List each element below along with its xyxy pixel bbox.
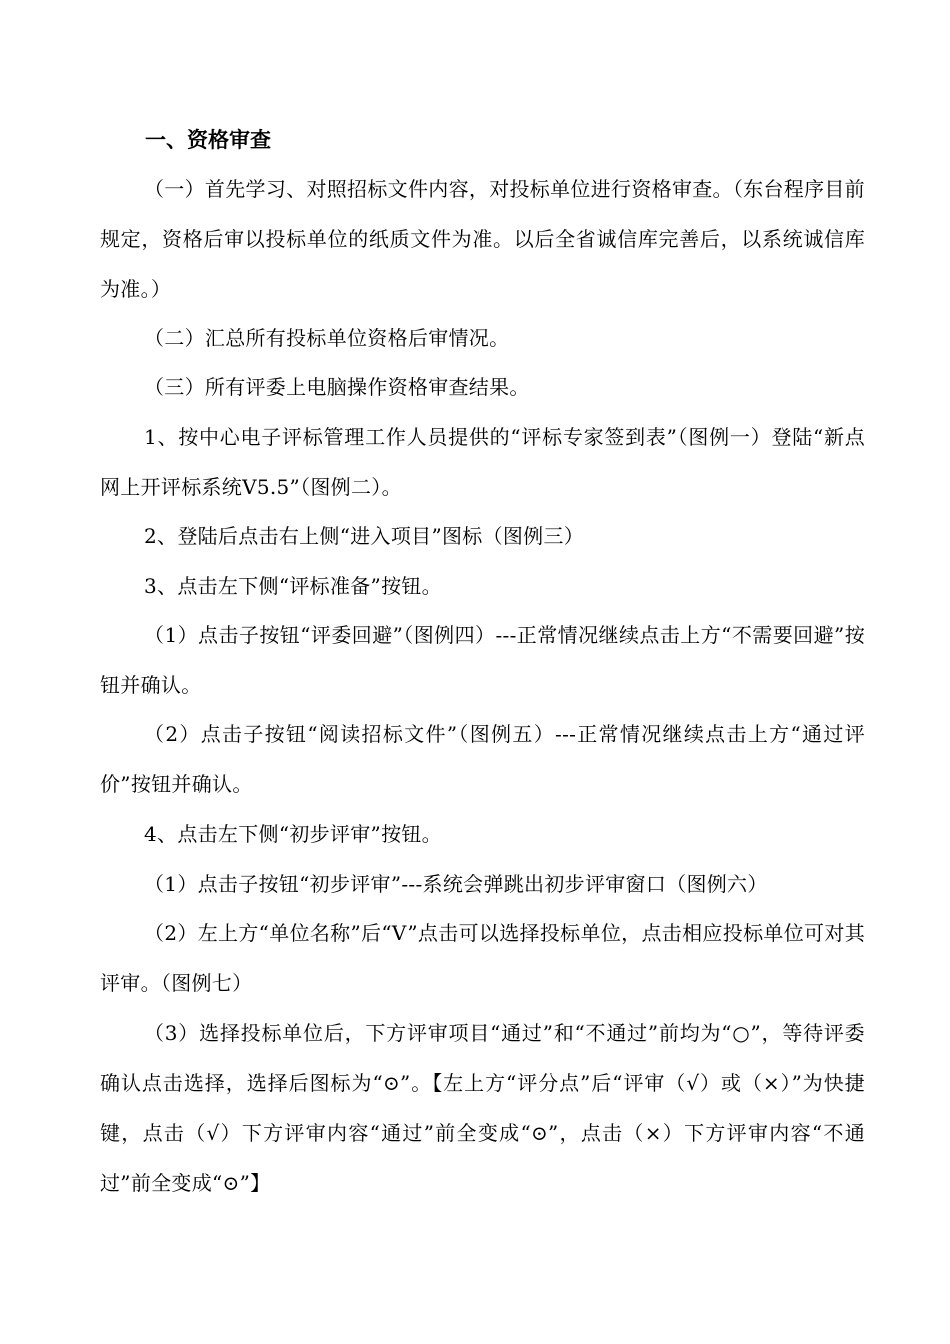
paragraph-computer-operation: （三）所有评委上电脑操作资格审查结果。 <box>144 375 530 399</box>
paragraph-qualification-review: （一）首先学习、对照招标文件内容，对投标单位进行资格审查。（东台程序目前规定，资格后审以投标单位的纸质文件为准。以后全省诚信库完善后，以系统诚信库为准。） <box>100 177 865 301</box>
paragraph-step-3-preparation: 3、点击左下侧“评标准备”按钮。 <box>144 574 442 598</box>
paragraph-step-4-1-review-window: （1）点击子按钮“初步评审”---系统会弹跳出初步评审窗口（图例六） <box>144 872 768 896</box>
paragraph-summary: （二）汇总所有投标单位资格后审情况。 <box>144 326 510 350</box>
paragraph-step-4-preliminary-review: 4、点击左下侧“初步评审”按钮。 <box>144 822 442 846</box>
paragraph-step-2-enter-project: 2、登陆后点击右上侧“进入项目”图标（图例三） <box>144 524 585 548</box>
paragraph-step-4-2-select-unit: （2）左上方“单位名称”后“V”点击可以选择投标单位，点击相应投标单位可对其评审。（图例七） <box>100 921 865 995</box>
paragraph-step-3-2-read-tender: （2）点击子按钮“阅读招标文件”（图例五）---正常情况继续点击上方“通过评价”按钮并确认。 <box>100 722 865 796</box>
paragraph-step-4-3-pass-fail: （3）选择投标单位后，下方评审项目“通过”和“不通过”前均为“○”，等待评委确认点击选择，选择后图标为“⊙”。【左上方“评分点”后“评审（√）或（×）”为快捷键，点击（√）下方评审内容“通过”前全变成“⊙”，点击（×）下方评审内容“不通过”前全变成“⊙”】 <box>100 1021 865 1195</box>
section-heading: 一、资格审查 <box>145 128 271 152</box>
paragraph-step-3-1-avoidance: （1）点击子按钮“评委回避”（图例四）---正常情况继续点击上方“不需要回避”按钮并确认。 <box>100 623 865 697</box>
paragraph-step-1-login: 1、按中心电子评标管理工作人员提供的“评标专家签到表”（图例一）登陆“新点网上开评标系统V5.5”（图例二）。 <box>100 425 865 499</box>
